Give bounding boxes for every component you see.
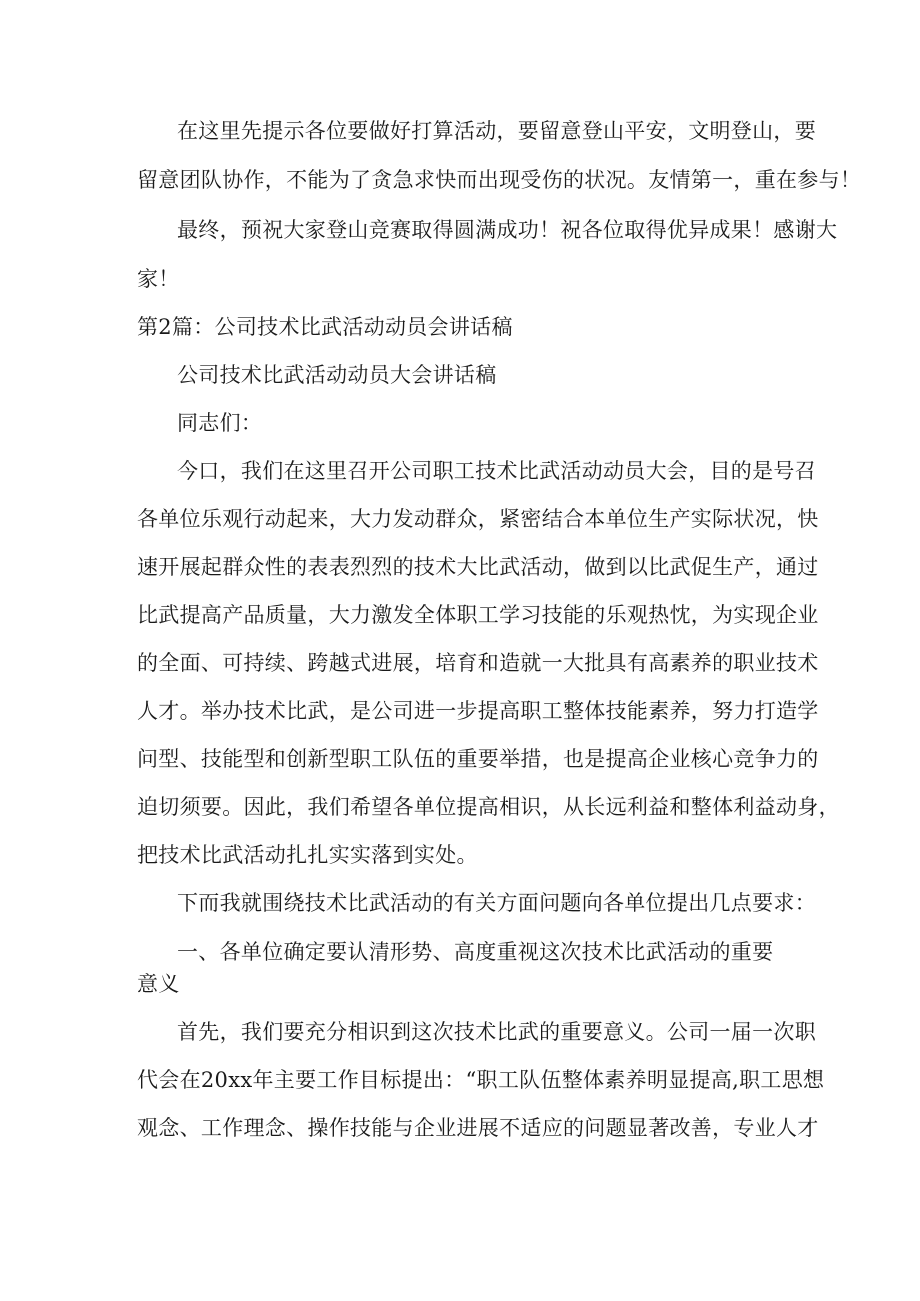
text-line: 各单位乐观行动起来，大力发动群众，紧密结合本单位生产实际状况，快	[137, 507, 819, 531]
text-line: 速开展起群众性的表表烈烈的技术大比武活动，做到以比武促生产，通过	[137, 555, 819, 579]
subsection-heading: 一、各单位确定要认清形势、高度重视这次技术比武活动的重要	[177, 940, 774, 964]
text-line: 在这里先提示各位要做好打算活动，要留意登山平安，文明登山，要	[177, 119, 816, 143]
subsection-heading-cont: 意义	[137, 972, 180, 996]
text-line: 比武提高产品质量，大力激发全体职工学习技能的乐观热忱，为实现企业	[137, 603, 819, 627]
text-line: 迫切须要。因此，我们希望各单位提高相识，从长远利益和整体利益动身，	[137, 795, 840, 819]
text-line: 下而我就围绕技术比武活动的有关方面问题向各单位提出几点要求：	[177, 891, 816, 915]
text-line: 首先，我们要充分相识到这次技术比武的重要意义。公司一届一次职	[177, 1020, 816, 1044]
text-line: 家！	[137, 267, 180, 291]
speech-title: 公司技术比武活动动员大会讲话稿	[177, 363, 497, 387]
text-line: 观念、工作理念、操作技能与企业进展不适应的问题显著改善，专业人才	[137, 1116, 819, 1140]
text-line: 人才。举办技术比武，是公司进一步提高职工整体技能素养，努力打造学	[137, 699, 819, 723]
section-heading: 第2篇：公司技术比武活动动员会讲话稿	[137, 315, 513, 339]
text-line: 留意团队协作，不能为了贪急求快而出现受伤的状况。友情第一，重在参与！	[137, 168, 862, 192]
text-line: 代会在20xx年主要工作目标提出：“职工队伍整体素养明显提高,职工思想	[137, 1068, 825, 1092]
text-line: 的全面、可持续、跨越式进展，培育和造就一大批具有高素养的职业技术	[137, 651, 819, 675]
text-line: 问型、技能型和创新型职工队伍的重要举措，也是提高企业核心竞争力的	[137, 747, 819, 771]
salutation: 同志们：	[177, 411, 263, 435]
text-line: 最终，预祝大家登山竞赛取得圆满成功！祝各位取得优异成果！感谢大	[177, 218, 838, 242]
text-line: 把技术比武活动扎扎实实落到实处。	[137, 843, 478, 867]
text-line: 今口，我们在这里召开公司职工技术比武活动动员大会，目的是号召	[177, 459, 816, 483]
